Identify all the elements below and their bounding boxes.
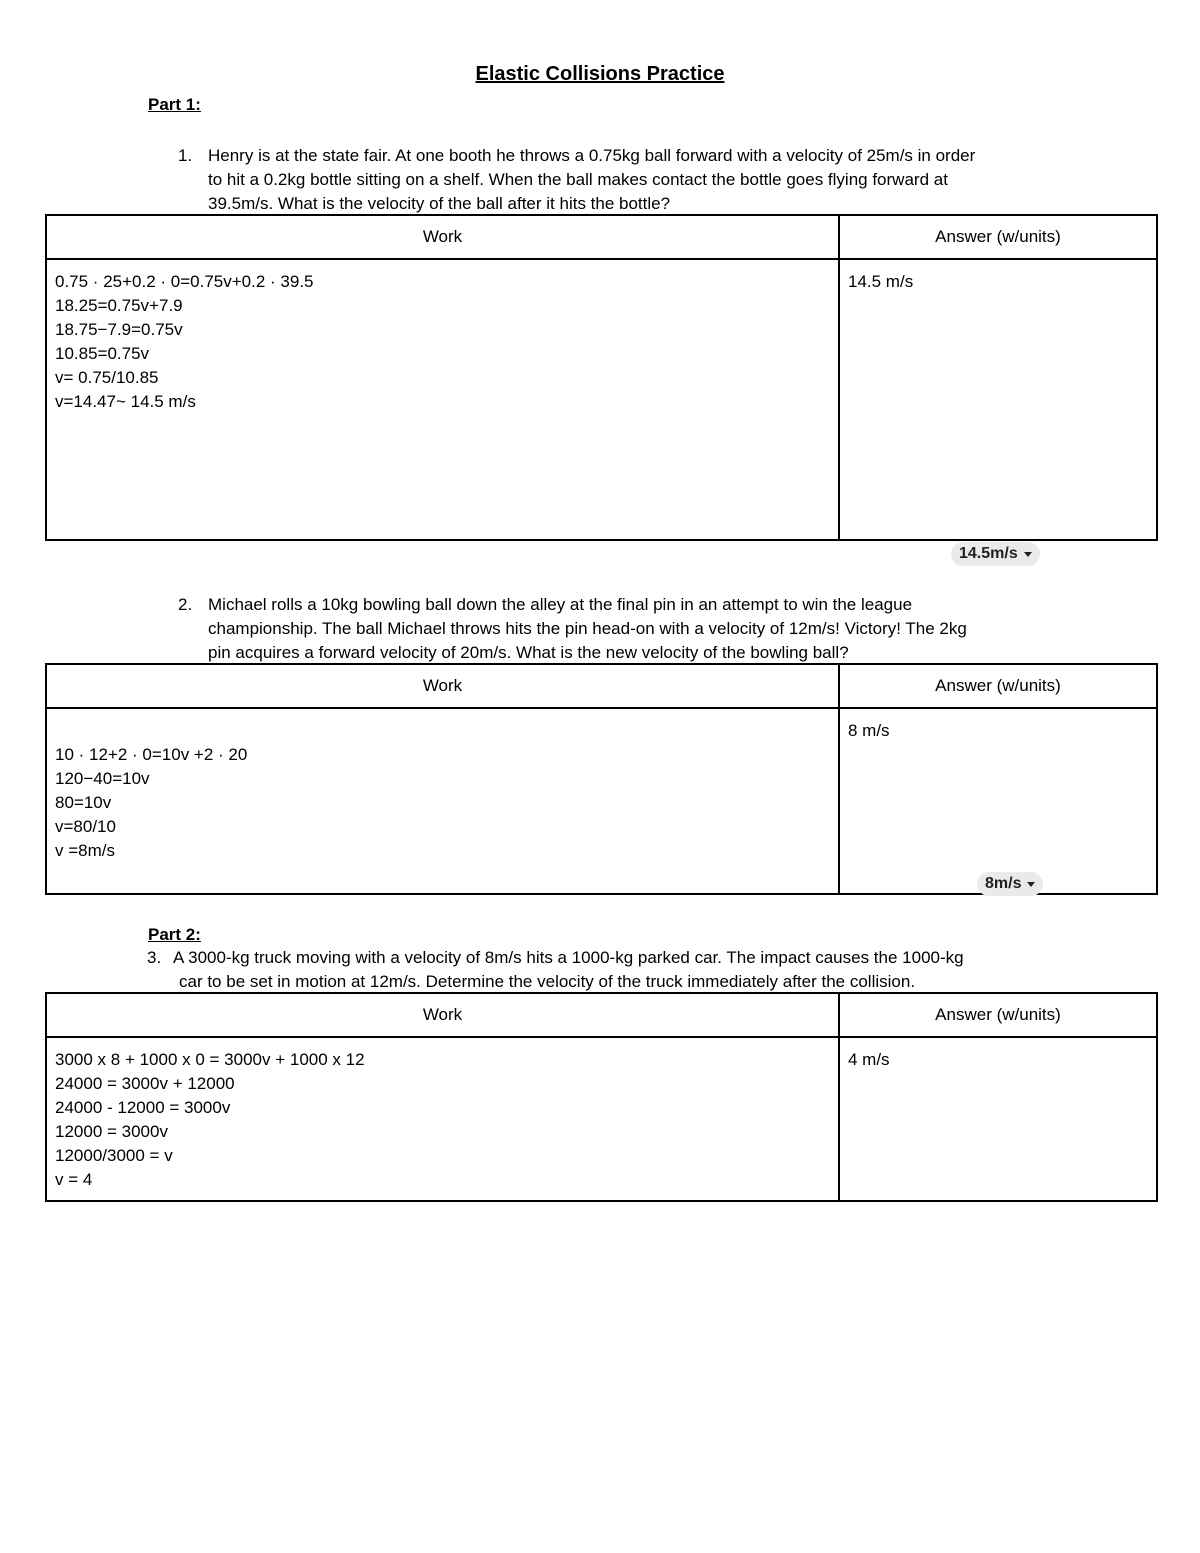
work-line: v=80/10: [55, 817, 116, 836]
question-3: [147, 946, 964, 994]
answer-cell[interactable]: [839, 1037, 1157, 1201]
question-number: 2.: [178, 595, 193, 614]
work-line: 0.75 · 25+0.2 · 0=0.75v+0.2 · 39.5: [55, 272, 314, 291]
question-line: Henry is at the state fair. At one booth he throws a 0.75kg ball forward with a velocity of 25m/s in order: [208, 146, 976, 165]
work-line: 10.85=0.75v: [55, 344, 150, 363]
question-1-table: [45, 214, 1158, 541]
work-line: 18.25=0.75v+7.9: [55, 296, 183, 315]
chip-label: 14.5m/s: [959, 545, 1018, 562]
part-1-label: Part 1:: [148, 95, 201, 114]
work-line: 12000 = 3000v: [55, 1122, 168, 1141]
answer-value: 8 m/s: [848, 721, 890, 740]
work-line: v= 0.75/10.85: [55, 368, 159, 387]
answer-value: 4 m/s: [848, 1050, 890, 1069]
work-line: 24000 = 3000v + 12000: [55, 1074, 235, 1093]
work-header: Work: [46, 215, 839, 259]
work-cell[interactable]: [46, 708, 839, 894]
caret-down-icon: [1024, 552, 1032, 557]
answer-header: Answer (w/units): [839, 664, 1157, 708]
question-line: car to be set in motion at 12m/s. Determine the velocity of the truck immediately after the collision.: [179, 972, 916, 991]
page-title: Elastic Collisions Practice: [475, 63, 725, 85]
work-cell[interactable]: [46, 259, 839, 540]
question-2-table: [45, 663, 1158, 895]
question-line: 39.5m/s. What is the velocity of the ball after it hits the bottle?: [208, 194, 671, 213]
work-line: 12000/3000 = v: [55, 1146, 173, 1165]
work-header: Work: [46, 664, 839, 708]
work-line: 120−40=10v: [55, 769, 150, 788]
answer-dropdown-chip[interactable]: [951, 542, 1040, 566]
answer-header: Answer (w/units): [839, 993, 1157, 1037]
work-line: 24000 - 12000 = 3000v: [55, 1098, 231, 1117]
question-line: pin acquires a forward velocity of 20m/s. What is the new velocity of the bowling ball?: [208, 643, 849, 662]
answer-cell[interactable]: [839, 708, 1157, 894]
work-line: 80=10v: [55, 793, 112, 812]
work-cell[interactable]: [46, 1037, 839, 1201]
question-2: [178, 593, 967, 665]
question-line: Michael rolls a 10kg bowling ball down the alley at the final pin in an attempt to win the league: [208, 595, 913, 614]
question-1: [178, 144, 976, 216]
answer-cell[interactable]: [839, 259, 1157, 540]
work-line: 10 · 12+2 · 0=10v +2 · 20: [55, 745, 248, 764]
question-line: A 3000-kg truck moving with a velocity of 8m/s hits a 1000-kg parked car. The impact causes the 1000-kg: [173, 948, 964, 967]
work-line: v = 4: [55, 1170, 93, 1189]
work-line: 3000 x 8 + 1000 x 0 = 3000v + 1000 x 12: [55, 1050, 365, 1069]
answer-dropdown-chip[interactable]: [977, 872, 1043, 896]
part-2-label: Part 2:: [148, 925, 201, 944]
work-header: Work: [46, 993, 839, 1037]
work-line: v=14.47~ 14.5 m/s: [55, 392, 196, 411]
chip-label: 8m/s: [985, 875, 1022, 892]
question-line: to hit a 0.2kg bottle sitting on a shelf. When the ball makes contact the bottle goes flying forward at: [208, 170, 948, 189]
answer-header: Answer (w/units): [839, 215, 1157, 259]
question-number: 1.: [178, 146, 193, 165]
caret-down-icon: [1027, 882, 1035, 887]
answer-value: 14.5 m/s: [848, 272, 914, 291]
question-line: championship. The ball Michael throws hits the pin head-on with a velocity of 12m/s! Victory! The 2kg: [208, 619, 967, 638]
work-line: 18.75−7.9=0.75v: [55, 320, 183, 339]
question-3-table: [45, 992, 1158, 1202]
work-line: v =8m/s: [55, 841, 115, 860]
question-number: 3.: [147, 948, 162, 967]
